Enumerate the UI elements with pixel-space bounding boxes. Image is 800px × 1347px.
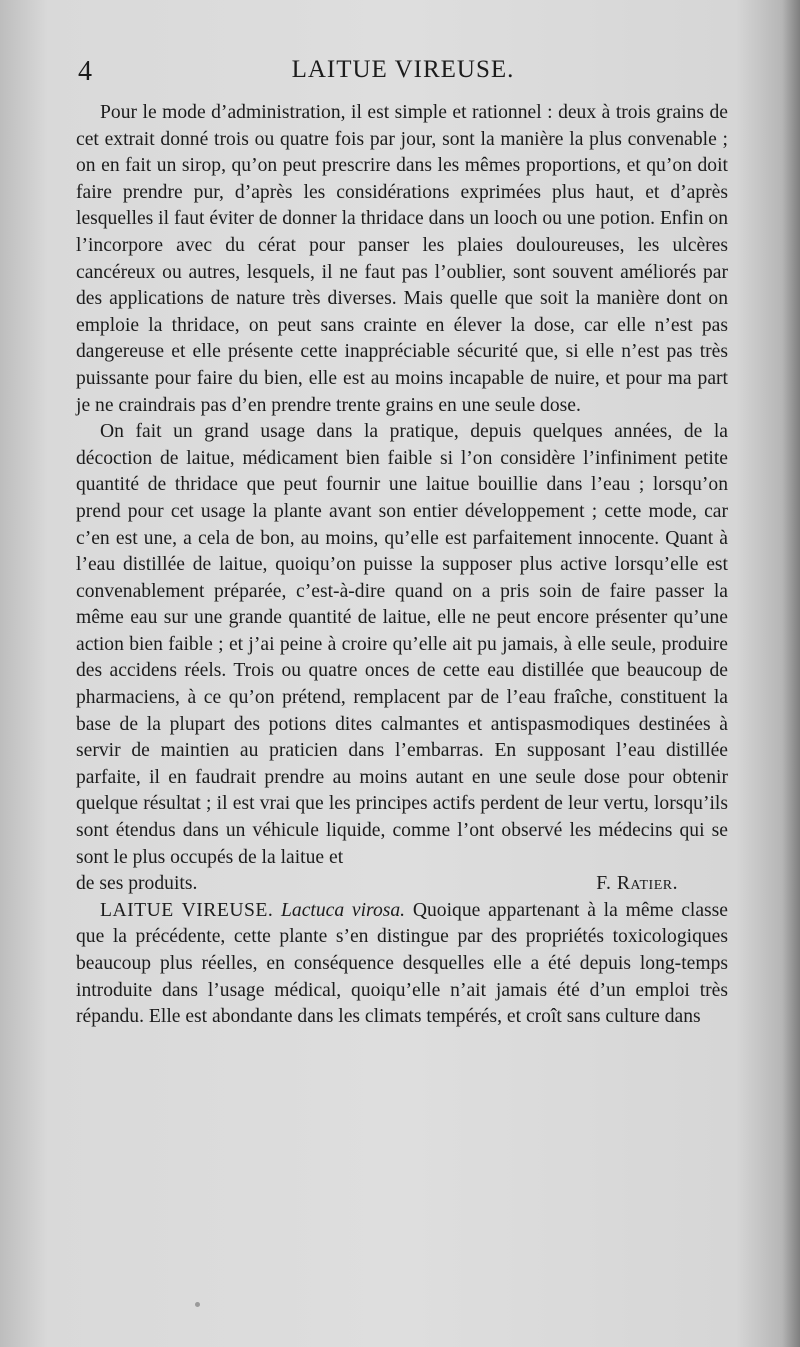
page-edge-shadow bbox=[782, 0, 800, 1347]
signature-line bbox=[76, 871, 728, 898]
running-head: LAITUE VIREUSE. bbox=[291, 56, 515, 83]
page-header bbox=[78, 52, 728, 92]
paragraph-administration: Pour le mode d’administration, il est simple et rationnel : deux à trois grains de cet extrait donné trois ou quatre fois par jour, sont la manière la plus convenable ; on en fait un sirop, qu’on peut prescrire dans les mêmes proportions, et qu’on doit faire prendre pur, d’après les considérations exprimées plus haut, et d’après lesquelles il faut éviter de donner la thridace dans un looch ou une potion. Enfin on l’incorpore avec du cérat pour panser les plaies douloureuses, les ulcères cancéreux ou autres, lesquels, il ne faut pas l’oublier, sont souvent améliorés par des applications de nature très diverses. Mais quelle que soit la manière dont on emploie la thridace, on peut sans crainte en élever la dose, car elle n’est pas dangereuse et elle présente cette inappréciable sécurité que, si elle n’est pas très puissante pour faire du bien, elle est au moins incapable de nuire, et pour ma part je ne craindrais pas d’en prendre trente grains en une seule dose. bbox=[76, 102, 728, 416]
entry-headword: LAITUE VIREUSE. bbox=[100, 899, 274, 921]
author-signature: F. Ratier. bbox=[596, 873, 678, 895]
entry-laitue-vireuse bbox=[76, 898, 728, 1031]
paragraph-last-line: de ses produits. bbox=[76, 873, 198, 895]
page-body bbox=[76, 100, 728, 1031]
entry-latin-name: Lactuca virosa. bbox=[281, 899, 406, 921]
paper-speck bbox=[195, 1302, 200, 1307]
paragraph-decoction: On fait un grand usage dans la pratique, depuis quelques années, de la décoction de laitue, médicament bien faible si l’on considère l’infiniment petite quantité de thridace que peut fournir une laitue bouillie dans l’eau ; lorsqu’on prend pour cet usage la plante avant son entier développement ; cette mode, car c’en est une, a cela de bon, au moins, qu’elle est parfaitement innocente. Quant à l’eau distillée de laitue, quoiqu’on puisse la supposer plus active lorsqu’elle est convenablement préparée, c’est-à-dire quand on a pris soin de faire passer la même eau sur une grande quantité de laitue, elle ne peut encore présenter qu’une action bien faible ; et j’ai peine à croire qu’elle ait pu jamais, à elle seule, produire des accidens réels. Trois ou quatre onces de cette eau distillée que beaucoup de pharmaciens, à ce qu’on prétend, remplacent par de l’eau fraîche, constituent la base de la plupart des potions dites calmantes et antispasmodiques destinées à servir de maintien au praticien dans l’embarras. En supposant l’eau distillée parfaite, il en faudrait prendre au moins autant en une seule dose pour obtenir quelque résultat ; il est vrai que les principes actifs perdent de leur vertu, lorsqu’ils sont étendus dans un véhicule liquide, comme l’ont observé les médecins qui se sont le plus occupés de la laitue et bbox=[76, 421, 728, 868]
entry-text: Quoique appartenant à la même classe que la précédente, cette plante s’en distingue par des propriétés toxicologiques beaucoup plus réelles, en conséquence desquelles elle a été depuis long-temps introduite dans l’usage médical, quoiqu’elle n’ait jamais été d’un emploi très répandu. Elle est abondante dans les climats tempérés, et croît sans culture dans bbox=[76, 899, 728, 1028]
page-number: 4 bbox=[78, 56, 92, 87]
